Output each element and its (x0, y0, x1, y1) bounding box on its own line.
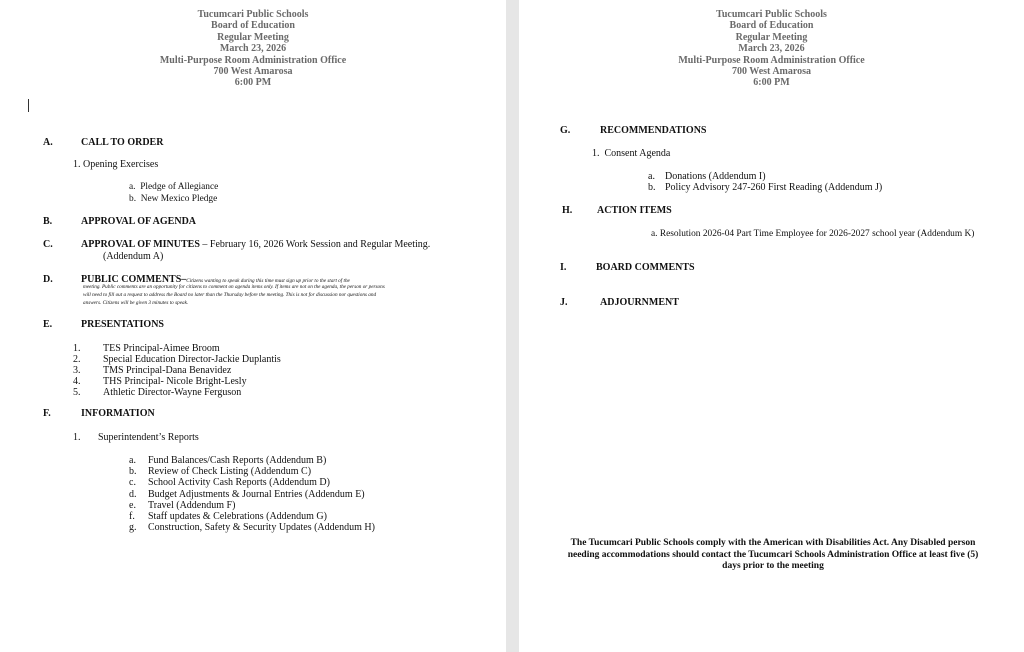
section-letter-g: G. (560, 125, 571, 136)
list-item: e. Travel (Addendum F) (129, 500, 236, 511)
section-recommendations: RECOMMENDATIONS (600, 125, 707, 136)
header-date: March 23, 2026 (219, 43, 287, 55)
agenda-page-1 (0, 0, 506, 652)
section-public-comments: PUBLIC COMMENTS–Citizens wanting to speak during this time must sign up prior to the start of the (81, 274, 350, 285)
header-location: Multi-Purpose Room Administration Office (678, 54, 865, 66)
section-approval-minutes: APPROVAL OF MINUTES – February 16, 2026 Work Session and Regular Meeting. (81, 239, 431, 250)
ada-notice: The Tucumcari Public Schools comply with the American with Disabilities Act. Any Disabled person needing accommodations should contact the Tucumcari Schools Administration Office at least five (5) days prior to the meeting (567, 538, 979, 571)
header-meeting-type: Regular Meeting (735, 31, 808, 43)
header-time: 6:00 PM (753, 77, 790, 89)
section-information: INFORMATION (81, 408, 155, 419)
agenda-page-2 (519, 0, 1024, 652)
section-presentations: PRESENTATIONS (81, 319, 164, 330)
section-approval-agenda: APPROVAL OF AGENDA (81, 216, 197, 227)
section-letter-j: J. (560, 297, 568, 308)
list-item-opening-exercises: 1. Opening Exercises (73, 159, 159, 170)
list-item: c. School Activity Cash Reports (Addendum D) (129, 477, 330, 488)
header-date: March 23, 2026 (738, 43, 805, 55)
section-board-comments: BOARD COMMENTS (596, 262, 695, 273)
header-org: Tucumcari Public Schools (197, 9, 309, 20)
list-item: 3. TMS Principal-Dana Benavidez (73, 365, 232, 376)
section-letter-f: F. (43, 408, 51, 419)
public-comments-note-1: meeting. Public comments are an opportunity for citizens to comment on agenda items only. If items are not on the agenda, the person or persons (83, 284, 385, 290)
header-meeting-type: Regular Meeting (217, 31, 289, 43)
header-location: Multi-Purpose Room Administration Office (159, 54, 347, 66)
list-item-nm-pledge: b. New Mexico Pledge (129, 194, 218, 204)
public-comments-note-2: will need to fill out a request to address the Board no later than the Thursday before the meeting. This is not for discussion nor questions and (83, 292, 377, 298)
section-letter-h: H. (562, 205, 573, 216)
section-letter-a: A. (43, 137, 53, 148)
section-adjournment: ADJOURNMENT (600, 297, 679, 308)
list-item-consent-agenda: 1. Consent Agenda (592, 148, 671, 159)
list-item-pledge: a. Pledge of Allegiance (129, 182, 219, 192)
page-header (519, 9, 1024, 89)
section-call-to-order: CALL TO ORDER (81, 137, 164, 148)
action-item-resolution: a. Resolution 2026-04 Part Time Employee for 2026-2027 school year (Addendum K) (651, 229, 975, 239)
list-item: f. Staff updates & Celebrations (Addendum G) (129, 511, 327, 522)
section-letter-e: E. (43, 319, 53, 330)
minutes-addendum: (Addendum A) (103, 251, 164, 262)
section-letter-c: C. (43, 239, 53, 250)
list-item: 5. Athletic Director-Wayne Ferguson (73, 387, 242, 398)
header-board: Board of Education (211, 20, 295, 32)
section-letter-b: B. (43, 216, 53, 227)
header-address: 700 West Amarosa (731, 66, 812, 78)
list-item: 1. TES Principal-Aimee Broom (73, 343, 220, 354)
list-item: d. Budget Adjustments & Journal Entries (Addendum E) (129, 489, 365, 500)
list-item: a. Fund Balances/Cash Reports (Addendum B) (129, 455, 327, 466)
section-action-items: ACTION ITEMS (597, 205, 672, 216)
list-item: b. Review of Check Listing (Addendum C) (129, 466, 312, 477)
list-item-donations: a. Donations (Addendum I) (648, 171, 766, 182)
list-item-superintendent-reports: 1. Superintendent’s Reports (73, 432, 199, 443)
header-address: 700 West Amarosa (213, 66, 293, 78)
header-time: 6:00 PM (234, 77, 272, 89)
list-item: 4. THS Principal- Nicole Bright-Lesly (73, 376, 247, 387)
public-comments-note-3: answers. Citizens will be given 3 minutes to speak. (83, 300, 189, 306)
text-cursor[interactable] (28, 99, 29, 112)
header-org: Tucumcari Public Schools (716, 9, 827, 20)
list-item: 2. Special Education Director-Jackie Duplantis (73, 354, 281, 365)
list-item-policy-advisory: b. Policy Advisory 247-260 First Reading (Addendum J) (648, 182, 883, 193)
page-header (0, 9, 506, 89)
list-item: g. Construction, Safety & Security Updates (Addendum H) (129, 522, 375, 533)
section-letter-d: D. (43, 274, 53, 285)
section-letter-i: I. (560, 262, 567, 273)
header-board: Board of Education (729, 20, 814, 32)
